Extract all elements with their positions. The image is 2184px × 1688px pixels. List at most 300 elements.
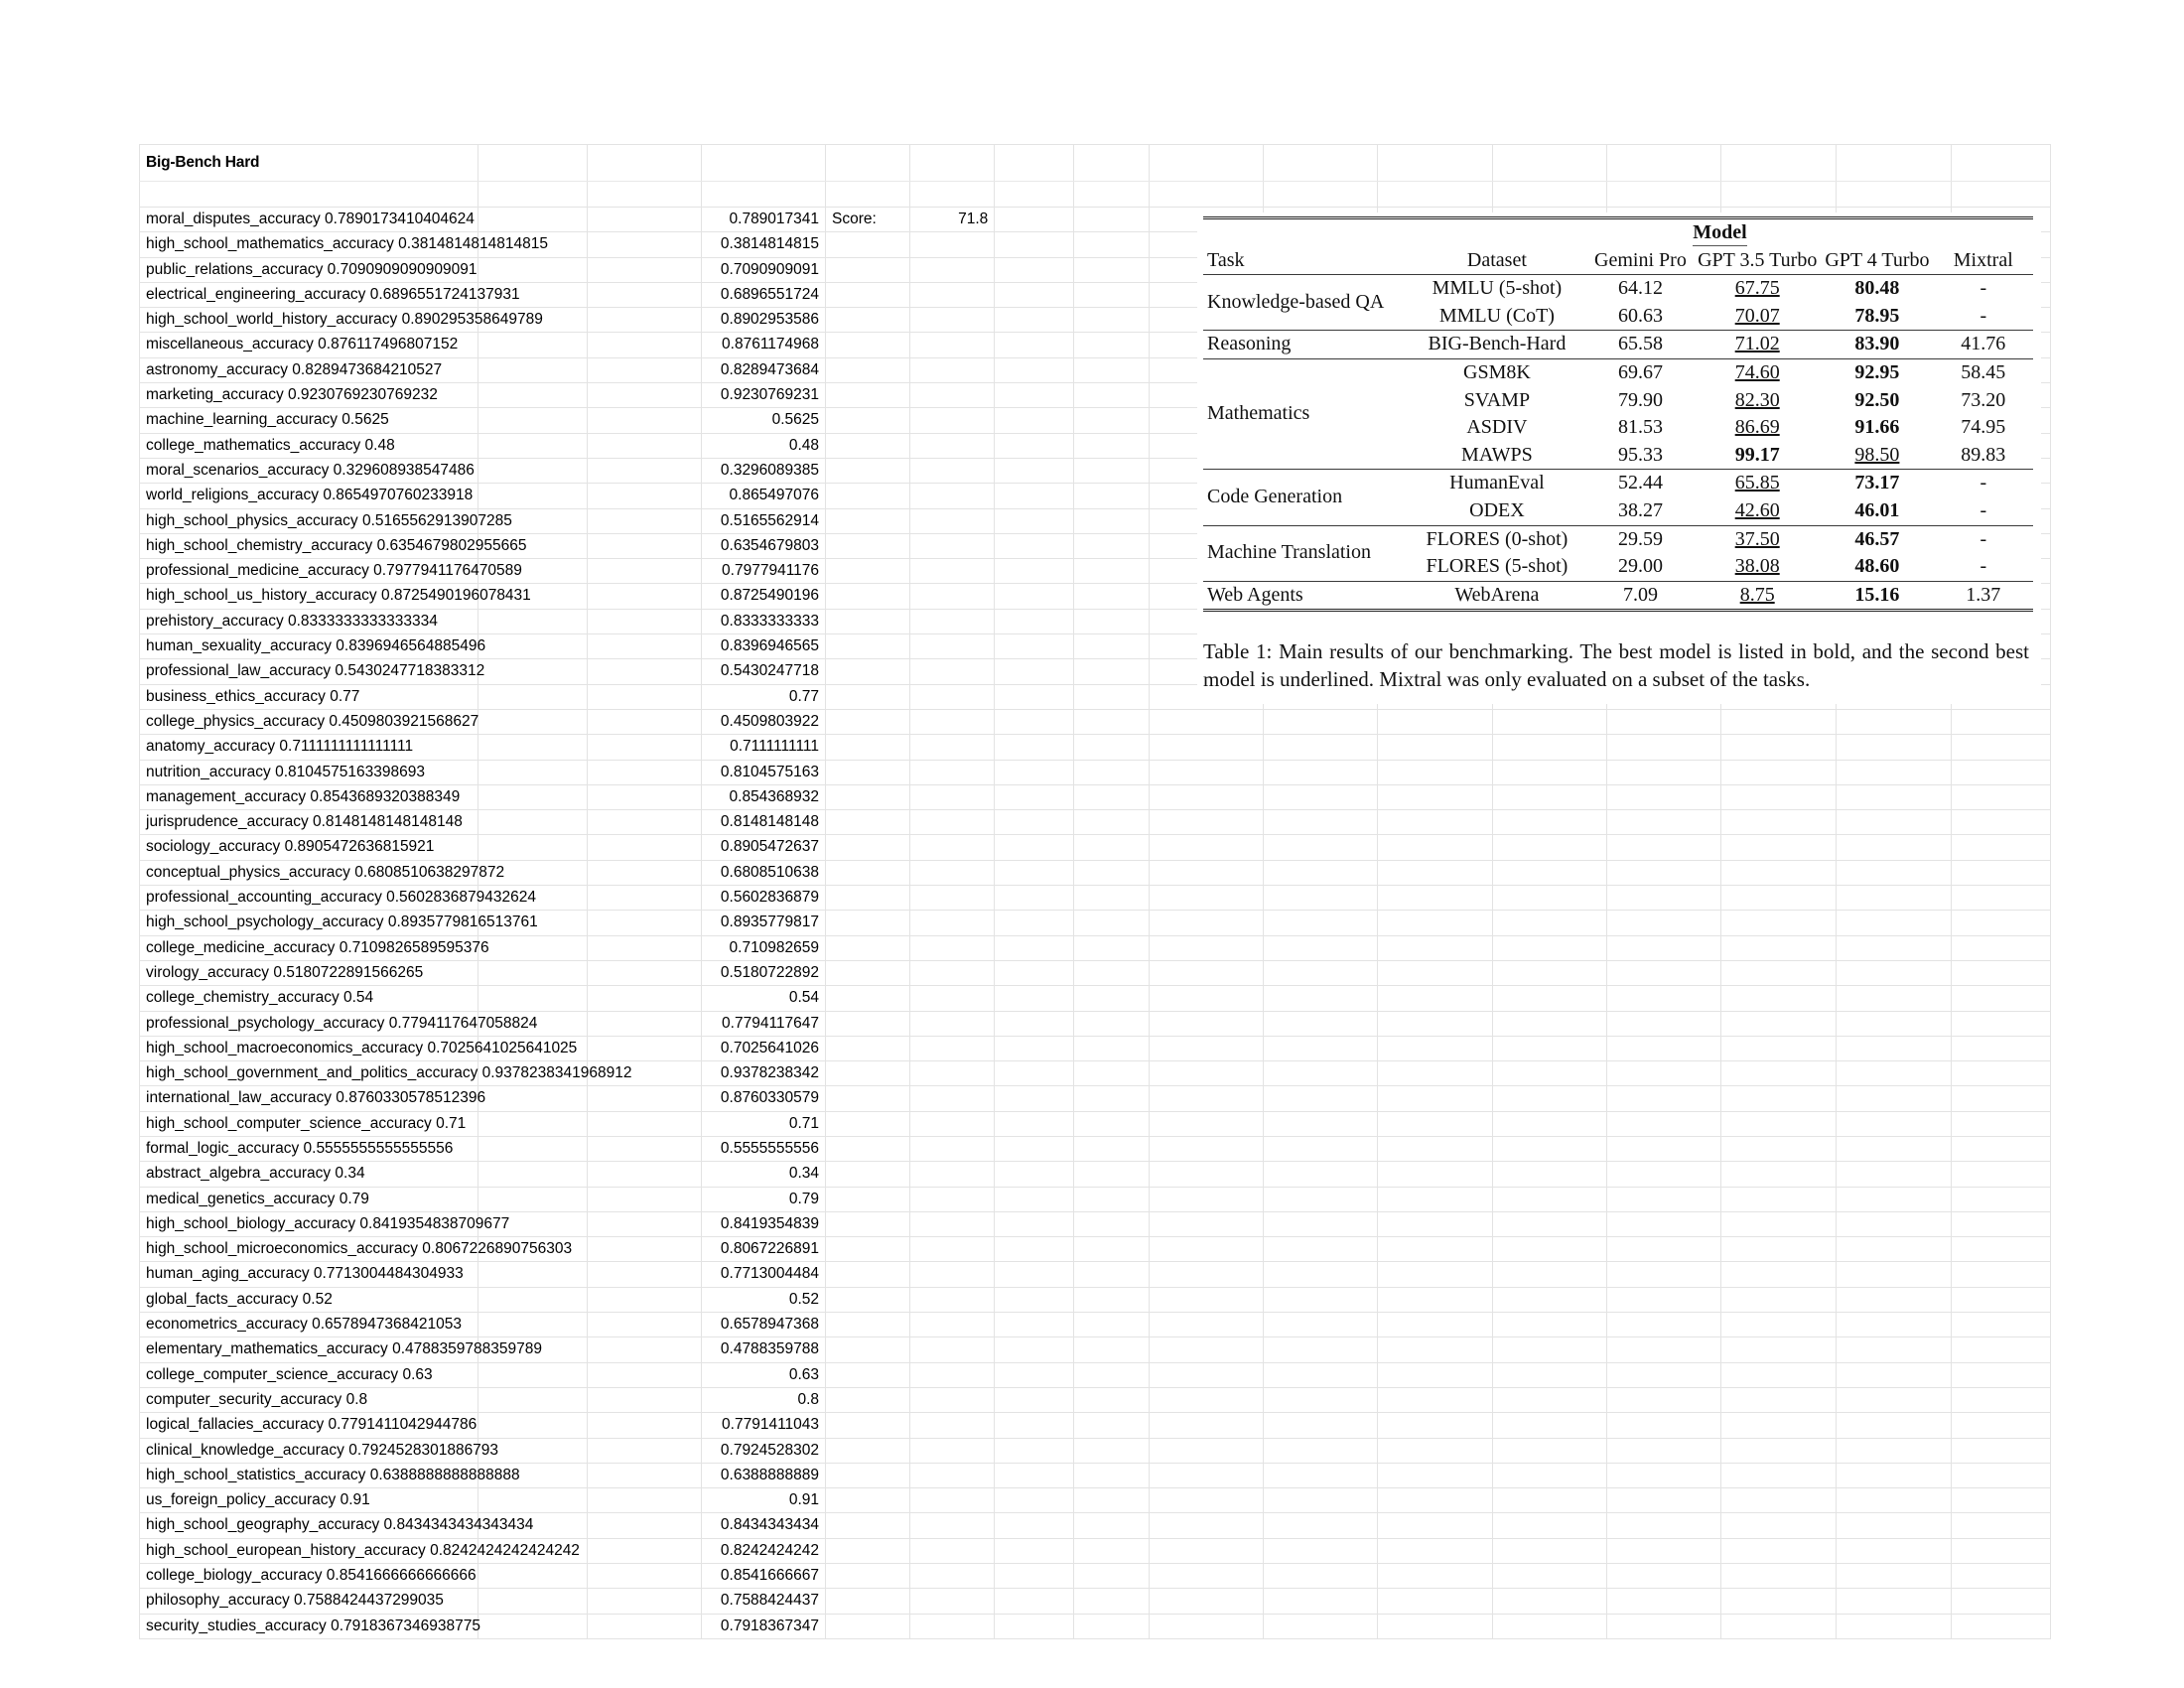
- cell-r44-c6[interactable]: [995, 1262, 1074, 1287]
- metric-label-cell[interactable]: [140, 1387, 478, 1412]
- cell-r23-c15[interactable]: [1951, 735, 2050, 760]
- cell-r31-c7[interactable]: [1074, 935, 1149, 960]
- metric-value-cell[interactable]: 0.5602836879: [701, 886, 825, 911]
- cell-r41-c14[interactable]: [1836, 1187, 1951, 1211]
- metric-value-cell[interactable]: 0.8902953586: [701, 308, 825, 333]
- cell-r18-c7[interactable]: [1074, 609, 1149, 633]
- cell-r40-c10[interactable]: [1377, 1162, 1492, 1187]
- cell-r47-c12[interactable]: [1607, 1337, 1721, 1362]
- cell-r52-c7[interactable]: [1074, 1463, 1149, 1487]
- cell-r27-c14[interactable]: [1836, 835, 1951, 860]
- cell-r48-c15[interactable]: [1951, 1362, 2050, 1387]
- cell-spacer-a[interactable]: [478, 1136, 587, 1161]
- cell-spacer-a[interactable]: [478, 208, 587, 232]
- cell-r25-c6[interactable]: [995, 784, 1074, 809]
- cell-r48-c9[interactable]: [1263, 1362, 1377, 1387]
- metric-value-cell[interactable]: 0.5180722892: [701, 960, 825, 985]
- metric-value-cell[interactable]: 0.865497076: [701, 484, 825, 508]
- cell-r33-c4[interactable]: [826, 986, 910, 1011]
- cell-r17-c7[interactable]: [1074, 584, 1149, 609]
- cell-r23-c13[interactable]: [1721, 735, 1836, 760]
- metric-label-cell[interactable]: [140, 960, 478, 985]
- cell-r31-c12[interactable]: [1607, 935, 1721, 960]
- cell-r22-c13[interactable]: [1721, 709, 1836, 734]
- cell-r53-c7[interactable]: [1074, 1488, 1149, 1513]
- cell-r55-c8[interactable]: [1149, 1538, 1263, 1563]
- cell-r41-c6[interactable]: [995, 1187, 1074, 1211]
- cell-r22-c4[interactable]: [826, 709, 910, 734]
- cell-r54-c9[interactable]: [1263, 1513, 1377, 1538]
- cell-r11-c6[interactable]: [995, 433, 1074, 458]
- cell-r28-c11[interactable]: [1493, 860, 1607, 885]
- cell-r37-c15[interactable]: [1951, 1086, 2050, 1111]
- cell-r50-c10[interactable]: [1377, 1413, 1492, 1438]
- cell-r24-c10[interactable]: [1377, 760, 1492, 784]
- cell-spacer-b[interactable]: [587, 357, 701, 382]
- cell-r26-c13[interactable]: [1721, 810, 1836, 835]
- metric-value-cell[interactable]: 0.7924528302: [701, 1438, 825, 1463]
- cell-r36-c10[interactable]: [1377, 1061, 1492, 1086]
- cell-r37-c13[interactable]: [1721, 1086, 1836, 1111]
- cell-r47-c8[interactable]: [1149, 1337, 1263, 1362]
- cell-r58-c15[interactable]: [1951, 1614, 2050, 1638]
- cell-r49-c7[interactable]: [1074, 1387, 1149, 1412]
- metric-label-cell[interactable]: [140, 1136, 478, 1161]
- cell-r20-c7[interactable]: [1074, 659, 1149, 684]
- cell-spacer-b[interactable]: [587, 684, 701, 709]
- cell-r25-c7[interactable]: [1074, 784, 1149, 809]
- cell-r19-c4[interactable]: [826, 634, 910, 659]
- cell-r19-c7[interactable]: [1074, 634, 1149, 659]
- cell-r46-c5[interactable]: [910, 1313, 995, 1337]
- cell-r25-c10[interactable]: [1377, 784, 1492, 809]
- cell-r57-c8[interactable]: [1149, 1589, 1263, 1614]
- cell-r40-c8[interactable]: [1149, 1162, 1263, 1187]
- cell-r58-c11[interactable]: [1493, 1614, 1607, 1638]
- cell-r30-c5[interactable]: [910, 911, 995, 935]
- cell-r5-c7[interactable]: [1074, 282, 1149, 307]
- cell-r55-c14[interactable]: [1836, 1538, 1951, 1563]
- cell-r27-c12[interactable]: [1607, 835, 1721, 860]
- cell-r1-c4[interactable]: [826, 182, 910, 208]
- cell-r28-c6[interactable]: [995, 860, 1074, 885]
- cell-r57-c13[interactable]: [1721, 1589, 1836, 1614]
- cell-r24-c12[interactable]: [1607, 760, 1721, 784]
- cell-r15-c6[interactable]: [995, 533, 1074, 558]
- cell-r52-c6[interactable]: [995, 1463, 1074, 1487]
- cell-r56-c5[interactable]: [910, 1564, 995, 1589]
- cell-r46-c12[interactable]: [1607, 1313, 1721, 1337]
- cell-spacer-a[interactable]: [478, 357, 587, 382]
- cell-spacer-a[interactable]: [478, 408, 587, 433]
- cell-r46-c14[interactable]: [1836, 1313, 1951, 1337]
- cell-spacer-b[interactable]: [587, 282, 701, 307]
- cell-r57-c10[interactable]: [1377, 1589, 1492, 1614]
- cell-r31-c14[interactable]: [1836, 935, 1951, 960]
- metric-value-cell[interactable]: 0.5430247718: [701, 659, 825, 684]
- cell-r42-c8[interactable]: [1149, 1211, 1263, 1236]
- cell-r32-c15[interactable]: [1951, 960, 2050, 985]
- cell-r51-c10[interactable]: [1377, 1438, 1492, 1463]
- cell-r37-c5[interactable]: [910, 1086, 995, 1111]
- cell-r52-c15[interactable]: [1951, 1463, 2050, 1487]
- metric-label-cell[interactable]: [140, 1162, 478, 1187]
- cell-r20-c6[interactable]: [995, 659, 1074, 684]
- cell-r44-c8[interactable]: [1149, 1262, 1263, 1287]
- cell-r45-c6[interactable]: [995, 1287, 1074, 1312]
- metric-value-cell[interactable]: 0.8760330579: [701, 1086, 825, 1111]
- cell-r27-c7[interactable]: [1074, 835, 1149, 860]
- cell-r22-c8[interactable]: [1149, 709, 1263, 734]
- cell-r43-c11[interactable]: [1493, 1237, 1607, 1262]
- cell-r18-c4[interactable]: [826, 609, 910, 633]
- cell-r30-c7[interactable]: [1074, 911, 1149, 935]
- cell-r54-c15[interactable]: [1951, 1513, 2050, 1538]
- cell-r36-c5[interactable]: [910, 1061, 995, 1086]
- metric-value-cell[interactable]: 0.7588424437: [701, 1589, 825, 1614]
- cell-r39-c9[interactable]: [1263, 1136, 1377, 1161]
- cell-r52-c5[interactable]: [910, 1463, 995, 1487]
- cell-r24-c9[interactable]: [1263, 760, 1377, 784]
- cell-r55-c6[interactable]: [995, 1538, 1074, 1563]
- cell-r56-c7[interactable]: [1074, 1564, 1149, 1589]
- cell-r57-c5[interactable]: [910, 1589, 995, 1614]
- metric-value-cell[interactable]: 0.34: [701, 1162, 825, 1187]
- metric-value-cell[interactable]: 0.8935779817: [701, 911, 825, 935]
- cell-r48-c11[interactable]: [1493, 1362, 1607, 1387]
- cell-r39-c14[interactable]: [1836, 1136, 1951, 1161]
- cell-r34-c12[interactable]: [1607, 1011, 1721, 1036]
- cell-r28-c12[interactable]: [1607, 860, 1721, 885]
- cell-r0-c15[interactable]: [1951, 145, 2050, 182]
- cell-r33-c12[interactable]: [1607, 986, 1721, 1011]
- cell-r0-c13[interactable]: [1721, 145, 1836, 182]
- cell-r15-c4[interactable]: [826, 533, 910, 558]
- cell-r35-c7[interactable]: [1074, 1036, 1149, 1060]
- cell-r22-c7[interactable]: [1074, 709, 1149, 734]
- metric-label-cell[interactable]: [140, 257, 478, 282]
- cell-r53-c12[interactable]: [1607, 1488, 1721, 1513]
- cell-spacer-a[interactable]: [478, 1589, 587, 1614]
- cell-r40-c14[interactable]: [1836, 1162, 1951, 1187]
- cell-spacer-a[interactable]: [478, 684, 587, 709]
- cell-r32-c7[interactable]: [1074, 960, 1149, 985]
- cell-r44-c14[interactable]: [1836, 1262, 1951, 1287]
- cell-r32-c14[interactable]: [1836, 960, 1951, 985]
- metric-label-cell[interactable]: [140, 357, 478, 382]
- cell-r36-c12[interactable]: [1607, 1061, 1721, 1086]
- cell-r37-c14[interactable]: [1836, 1086, 1951, 1111]
- cell-spacer-b[interactable]: [587, 1614, 701, 1638]
- cell-r42-c10[interactable]: [1377, 1211, 1492, 1236]
- cell-r24-c5[interactable]: [910, 760, 995, 784]
- cell-r51-c11[interactable]: [1493, 1438, 1607, 1463]
- cell-r29-c7[interactable]: [1074, 886, 1149, 911]
- cell-r12-c5[interactable]: [910, 458, 995, 483]
- metric-label-cell[interactable]: [140, 1463, 520, 1487]
- cell-r40-c5[interactable]: [910, 1162, 995, 1187]
- cell-r29-c6[interactable]: [995, 886, 1074, 911]
- cell-spacer-b[interactable]: [587, 333, 701, 357]
- cell-r40-c4[interactable]: [826, 1162, 910, 1187]
- metric-label-cell[interactable]: [140, 1262, 478, 1287]
- cell-r39-c4[interactable]: [826, 1136, 910, 1161]
- cell-r49-c10[interactable]: [1377, 1387, 1492, 1412]
- cell-spacer-a[interactable]: [478, 784, 587, 809]
- cell-r29-c12[interactable]: [1607, 886, 1721, 911]
- cell-r13-c5[interactable]: [910, 484, 995, 508]
- metric-label-cell[interactable]: [140, 1111, 478, 1136]
- cell-spacer-b[interactable]: [587, 1538, 701, 1563]
- metric-value-cell[interactable]: 0.4509803922: [701, 709, 825, 734]
- cell-r21-c6[interactable]: [995, 684, 1074, 709]
- cell-r25-c12[interactable]: [1607, 784, 1721, 809]
- cell-r37-c10[interactable]: [1377, 1086, 1492, 1111]
- cell-r51-c5[interactable]: [910, 1438, 995, 1463]
- cell-spacer-b[interactable]: [587, 784, 701, 809]
- cell-r22-c9[interactable]: [1263, 709, 1377, 734]
- cell-r50-c6[interactable]: [995, 1413, 1074, 1438]
- cell-r57-c11[interactable]: [1493, 1589, 1607, 1614]
- cell-r50-c9[interactable]: [1263, 1413, 1377, 1438]
- cell-r56-c13[interactable]: [1721, 1564, 1836, 1589]
- cell-spacer-b[interactable]: [587, 1589, 701, 1614]
- cell-r35-c4[interactable]: [826, 1036, 910, 1060]
- metric-label-cell[interactable]: [140, 1362, 478, 1387]
- cell-spacer-a[interactable]: [478, 735, 587, 760]
- cell-r32-c9[interactable]: [1263, 960, 1377, 985]
- cell-r13-c7[interactable]: [1074, 484, 1149, 508]
- cell-r48-c4[interactable]: [826, 1362, 910, 1387]
- cell-r33-c11[interactable]: [1493, 986, 1607, 1011]
- cell-spacer-a[interactable]: [478, 1086, 587, 1111]
- cell-spacer-b[interactable]: [587, 408, 701, 433]
- cell-spacer-b[interactable]: [587, 609, 701, 633]
- cell-spacer-a[interactable]: [478, 986, 587, 1011]
- metric-value-cell[interactable]: 0.7090909091: [701, 257, 825, 282]
- cell-spacer-a[interactable]: [478, 383, 587, 408]
- metric-label-cell[interactable]: [140, 208, 478, 232]
- cell-r43-c7[interactable]: [1074, 1237, 1149, 1262]
- cell-r31-c5[interactable]: [910, 935, 995, 960]
- cell-r36-c11[interactable]: [1493, 1061, 1607, 1086]
- metric-value-cell[interactable]: 0.3814814815: [701, 232, 825, 257]
- cell-r40-c13[interactable]: [1721, 1162, 1836, 1187]
- cell-r55-c7[interactable]: [1074, 1538, 1149, 1563]
- cell-r46-c10[interactable]: [1377, 1313, 1492, 1337]
- cell-r47-c5[interactable]: [910, 1337, 995, 1362]
- cell-r45-c11[interactable]: [1493, 1287, 1607, 1312]
- metric-value-cell[interactable]: 0.710982659: [701, 935, 825, 960]
- cell-r26-c11[interactable]: [1493, 810, 1607, 835]
- cell-spacer-b[interactable]: [587, 1564, 701, 1589]
- cell-spacer-a[interactable]: [478, 1564, 587, 1589]
- cell-r26-c9[interactable]: [1263, 810, 1377, 835]
- cell-r47-c15[interactable]: [1951, 1337, 2050, 1362]
- cell-r29-c8[interactable]: [1149, 886, 1263, 911]
- metric-label-cell[interactable]: [140, 232, 549, 257]
- metric-label-cell[interactable]: [140, 458, 478, 483]
- metric-value-cell[interactable]: 0.6808510638: [701, 860, 825, 885]
- cell-r29-c5[interactable]: [910, 886, 995, 911]
- cell-spacer-b[interactable]: [587, 484, 701, 508]
- cell-spacer-a[interactable]: [478, 835, 587, 860]
- cell-r57-c6[interactable]: [995, 1589, 1074, 1614]
- metric-label-cell[interactable]: [140, 282, 520, 307]
- cell-r58-c10[interactable]: [1377, 1614, 1492, 1638]
- cell-r40-c6[interactable]: [995, 1162, 1074, 1187]
- cell-r48-c12[interactable]: [1607, 1362, 1721, 1387]
- cell-r53-c13[interactable]: [1721, 1488, 1836, 1513]
- cell-r45-c8[interactable]: [1149, 1287, 1263, 1312]
- cell-r55-c15[interactable]: [1951, 1538, 2050, 1563]
- cell-r56-c15[interactable]: [1951, 1564, 2050, 1589]
- metric-label-cell[interactable]: [140, 1513, 534, 1538]
- metric-label-cell[interactable]: [140, 986, 478, 1011]
- cell-r34-c15[interactable]: [1951, 1011, 2050, 1036]
- metric-label-cell[interactable]: [140, 860, 505, 885]
- cell-spacer-b[interactable]: [587, 634, 701, 659]
- cell-r49-c9[interactable]: [1263, 1387, 1377, 1412]
- metric-label-cell[interactable]: [140, 810, 478, 835]
- cell-r46-c11[interactable]: [1493, 1313, 1607, 1337]
- cell-r44-c9[interactable]: [1263, 1262, 1377, 1287]
- cell-spacer-a[interactable]: [478, 760, 587, 784]
- cell-r49-c11[interactable]: [1493, 1387, 1607, 1412]
- metric-label-cell[interactable]: [140, 1313, 478, 1337]
- cell-r8-c6[interactable]: [995, 357, 1074, 382]
- cell-r36-c9[interactable]: [1263, 1061, 1377, 1086]
- cell-r49-c6[interactable]: [995, 1387, 1074, 1412]
- cell-r5-c4[interactable]: [826, 282, 910, 307]
- cell-spacer-b[interactable]: [587, 1438, 701, 1463]
- cell-r11-c5[interactable]: [910, 433, 995, 458]
- cell-r57-c14[interactable]: [1836, 1589, 1951, 1614]
- cell-r22-c12[interactable]: [1607, 709, 1721, 734]
- cell-r55-c5[interactable]: [910, 1538, 995, 1563]
- cell-r39-c12[interactable]: [1607, 1136, 1721, 1161]
- cell-r0-c4[interactable]: [826, 145, 910, 182]
- cell-r37-c6[interactable]: [995, 1086, 1074, 1111]
- cell-r7-c7[interactable]: [1074, 333, 1149, 357]
- cell-r41-c13[interactable]: [1721, 1187, 1836, 1211]
- cell-r40-c11[interactable]: [1493, 1162, 1607, 1187]
- cell-r36-c4[interactable]: [826, 1061, 910, 1086]
- cell-r15-c5[interactable]: [910, 533, 995, 558]
- cell-r36-c7[interactable]: [1074, 1061, 1149, 1086]
- cell-spacer-a[interactable]: [478, 634, 587, 659]
- cell-r53-c9[interactable]: [1263, 1488, 1377, 1513]
- cell-r41-c4[interactable]: [826, 1187, 910, 1211]
- cell-r28-c14[interactable]: [1836, 860, 1951, 885]
- metric-value-cell[interactable]: 0.8067226891: [701, 1237, 825, 1262]
- cell-spacer-b[interactable]: [587, 1036, 701, 1060]
- metric-label-cell[interactable]: [140, 1036, 578, 1060]
- metric-value-cell[interactable]: 0.7025641026: [701, 1036, 825, 1060]
- cell-spacer-b[interactable]: [587, 1513, 701, 1538]
- metric-label-cell[interactable]: [140, 1061, 632, 1086]
- cell-r39-c15[interactable]: [1951, 1136, 2050, 1161]
- cell-r36-c6[interactable]: [995, 1061, 1074, 1086]
- cell-r31-c8[interactable]: [1149, 935, 1263, 960]
- cell-spacer-b[interactable]: [587, 433, 701, 458]
- cell-r32-c5[interactable]: [910, 960, 995, 985]
- cell-r13-c6[interactable]: [995, 484, 1074, 508]
- metric-value-cell[interactable]: 0.63: [701, 1362, 825, 1387]
- cell-r6-c5[interactable]: [910, 308, 995, 333]
- cell-r44-c15[interactable]: [1951, 1262, 2050, 1287]
- metric-value-cell[interactable]: 0.8242424242: [701, 1538, 825, 1563]
- cell-r0-c9[interactable]: [1263, 145, 1377, 182]
- cell-spacer-b[interactable]: [587, 709, 701, 734]
- metric-value-cell[interactable]: 0.8434343434: [701, 1513, 825, 1538]
- cell-r51-c15[interactable]: [1951, 1438, 2050, 1463]
- cell-r38-c11[interactable]: [1493, 1111, 1607, 1136]
- cell-r25-c9[interactable]: [1263, 784, 1377, 809]
- cell-r52-c9[interactable]: [1263, 1463, 1377, 1487]
- cell-r28-c9[interactable]: [1263, 860, 1377, 885]
- cell-r45-c12[interactable]: [1607, 1287, 1721, 1312]
- cell-r9-c5[interactable]: [910, 383, 995, 408]
- metric-label-cell[interactable]: [140, 886, 536, 911]
- cell-r34-c13[interactable]: [1721, 1011, 1836, 1036]
- cell-r53-c15[interactable]: [1951, 1488, 2050, 1513]
- cell-r48-c5[interactable]: [910, 1362, 995, 1387]
- cell-r29-c13[interactable]: [1721, 886, 1836, 911]
- cell-r21-c4[interactable]: [826, 684, 910, 709]
- cell-r39-c6[interactable]: [995, 1136, 1074, 1161]
- cell-r28-c8[interactable]: [1149, 860, 1263, 885]
- cell-spacer-b[interactable]: [587, 886, 701, 911]
- cell-r41-c15[interactable]: [1951, 1187, 2050, 1211]
- cell-r50-c12[interactable]: [1607, 1413, 1721, 1438]
- cell-r6-c6[interactable]: [995, 308, 1074, 333]
- cell-spacer-b[interactable]: [587, 257, 701, 282]
- cell-r49-c5[interactable]: [910, 1387, 995, 1412]
- cell-r56-c4[interactable]: [826, 1564, 910, 1589]
- cell-spacer-a[interactable]: [478, 1187, 587, 1211]
- cell-r0-c6[interactable]: [995, 145, 1074, 182]
- metric-value-cell[interactable]: 0.3296089385: [701, 458, 825, 483]
- metric-value-cell[interactable]: 0.6578947368: [701, 1313, 825, 1337]
- cell-r1-c1[interactable]: [478, 182, 587, 208]
- cell-spacer-b[interactable]: [587, 1187, 701, 1211]
- cell-r32-c10[interactable]: [1377, 960, 1492, 985]
- cell-spacer-a[interactable]: [478, 1488, 587, 1513]
- cell-r54-c11[interactable]: [1493, 1513, 1607, 1538]
- cell-r22-c10[interactable]: [1377, 709, 1492, 734]
- cell-r19-c5[interactable]: [910, 634, 995, 659]
- cell-r16-c6[interactable]: [995, 559, 1074, 584]
- cell-spacer-a[interactable]: [478, 1413, 587, 1438]
- cell-r1-c14[interactable]: [1836, 182, 1951, 208]
- cell-r46-c6[interactable]: [995, 1313, 1074, 1337]
- cell-r35-c15[interactable]: [1951, 1036, 2050, 1060]
- cell-r48-c13[interactable]: [1721, 1362, 1836, 1387]
- cell-r35-c6[interactable]: [995, 1036, 1074, 1060]
- cell-spacer-b[interactable]: [587, 533, 701, 558]
- cell-r46-c7[interactable]: [1074, 1313, 1149, 1337]
- cell-r0-c1[interactable]: [478, 145, 587, 182]
- cell-r30-c8[interactable]: [1149, 911, 1263, 935]
- cell-r31-c10[interactable]: [1377, 935, 1492, 960]
- cell-r24-c14[interactable]: [1836, 760, 1951, 784]
- cell-r33-c7[interactable]: [1074, 986, 1149, 1011]
- cell-spacer-a[interactable]: [478, 960, 587, 985]
- cell-r31-c6[interactable]: [995, 935, 1074, 960]
- metric-label-cell[interactable]: [140, 709, 478, 734]
- cell-spacer-b[interactable]: [587, 308, 701, 333]
